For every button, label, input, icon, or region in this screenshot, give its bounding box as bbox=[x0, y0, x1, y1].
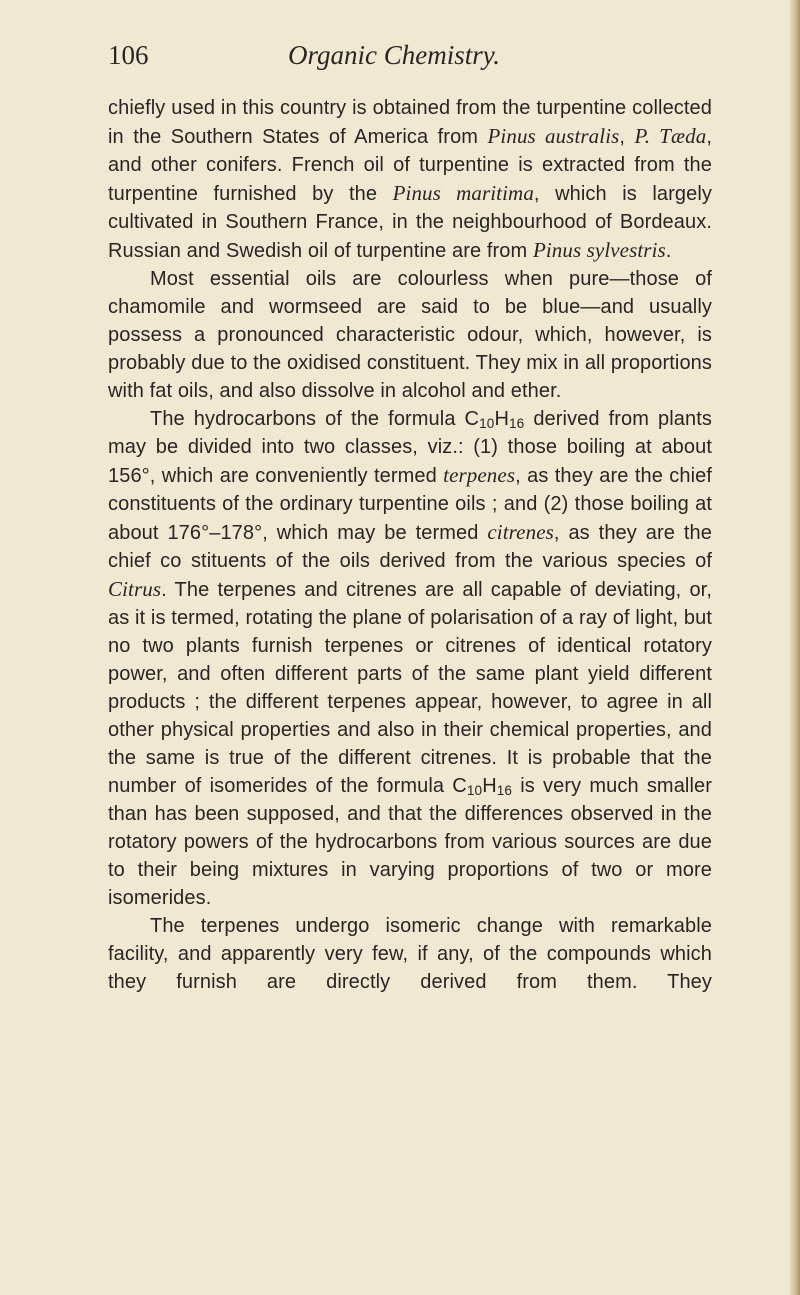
page-header bbox=[108, 40, 708, 80]
text-run: The hydrocarbons of the formula C bbox=[150, 408, 480, 430]
subscript: 10 bbox=[479, 415, 495, 431]
paragraph-1 bbox=[108, 94, 712, 265]
text-run: . The terpenes and citrenes are all capable of deviating, or, as it is termed, rotating the plane of polarisation of a ray of light, but no two plants furnish terpenes or citrenes of identical rotatory power, and often different parts of the same plant yield different products ; the different terpenes appear, however, to agree in all other physical properties and also in their chemical properties, and the same is true of the different citrenes. It is probable that the number of isomerides of the formula C bbox=[108, 579, 712, 797]
page-edge-shadow bbox=[790, 0, 800, 1295]
text-run: is very much smaller than has been supposed, and that the differences observed in the rotatory powers of the hydrocarbons from various sources are due to their being mixtures in varying proportions of two or more isomerides. bbox=[108, 775, 712, 909]
subscript: 10 bbox=[466, 782, 483, 798]
italic-species-name: Pinus sylvestris bbox=[532, 238, 666, 262]
text-run: derived from plants may be divided into two classes, viz.: (1) those boiling at about 156°, which are conveniently termed bbox=[108, 408, 713, 487]
text-run: chiefly used in this country is obtained from the turpentine collected in the Southern States of America from bbox=[108, 97, 712, 148]
italic-term: Citrus bbox=[108, 577, 162, 601]
text-run: The terpenes undergo isomeric change with remarkable facility, and apparently very few, if any, of the compounds which they furnish are directly derived from them. They bbox=[108, 915, 712, 993]
paragraph-3 bbox=[108, 405, 712, 912]
text-run: , and other conifers. French oil of turpentine is extracted from the turpentine furnished by the bbox=[108, 126, 712, 205]
text-run: , bbox=[619, 126, 635, 148]
text-run: , as they are the chief co stituents of the oils derived from the various species of bbox=[108, 522, 712, 572]
subscript: 16 bbox=[508, 415, 525, 431]
text-run: H bbox=[494, 408, 509, 430]
text-run: H bbox=[482, 775, 497, 797]
italic-term: citrenes bbox=[487, 520, 554, 544]
italic-species-name: Pinus australis bbox=[487, 124, 620, 148]
subscript: 16 bbox=[496, 782, 513, 798]
italic-species-name: P. Tæda bbox=[634, 124, 707, 148]
text-run: , which is largely cultivated in Southern France, in the neighbourhood of Bordeaux. Russian and Swedish oil of turpentine are from bbox=[108, 183, 712, 262]
text-run: . bbox=[665, 240, 672, 262]
italic-term: terpenes bbox=[443, 463, 516, 487]
page-number: 106 bbox=[108, 40, 149, 70]
text-run: , as they are the chief constituents of the ordinary turpentine oils ; and (2) those boiling at about 176°–178°, which may be termed bbox=[108, 465, 712, 544]
paragraph-4 bbox=[108, 912, 712, 996]
running-title: Organic Chemistry. bbox=[288, 40, 500, 70]
text-run: Most essential oils are colourless when pure—those of chamomile and wormseed are said to be blue—and usually possess a pronounced characteristic odour, which, however, is probably due to the oxidised constituent. They mix in all proportions with fat oils, and also dissolve in alcohol and ether. bbox=[108, 268, 712, 402]
paragraph-2 bbox=[108, 265, 712, 405]
italic-species-name: Pinus maritima bbox=[392, 181, 534, 205]
body-text bbox=[108, 94, 712, 996]
